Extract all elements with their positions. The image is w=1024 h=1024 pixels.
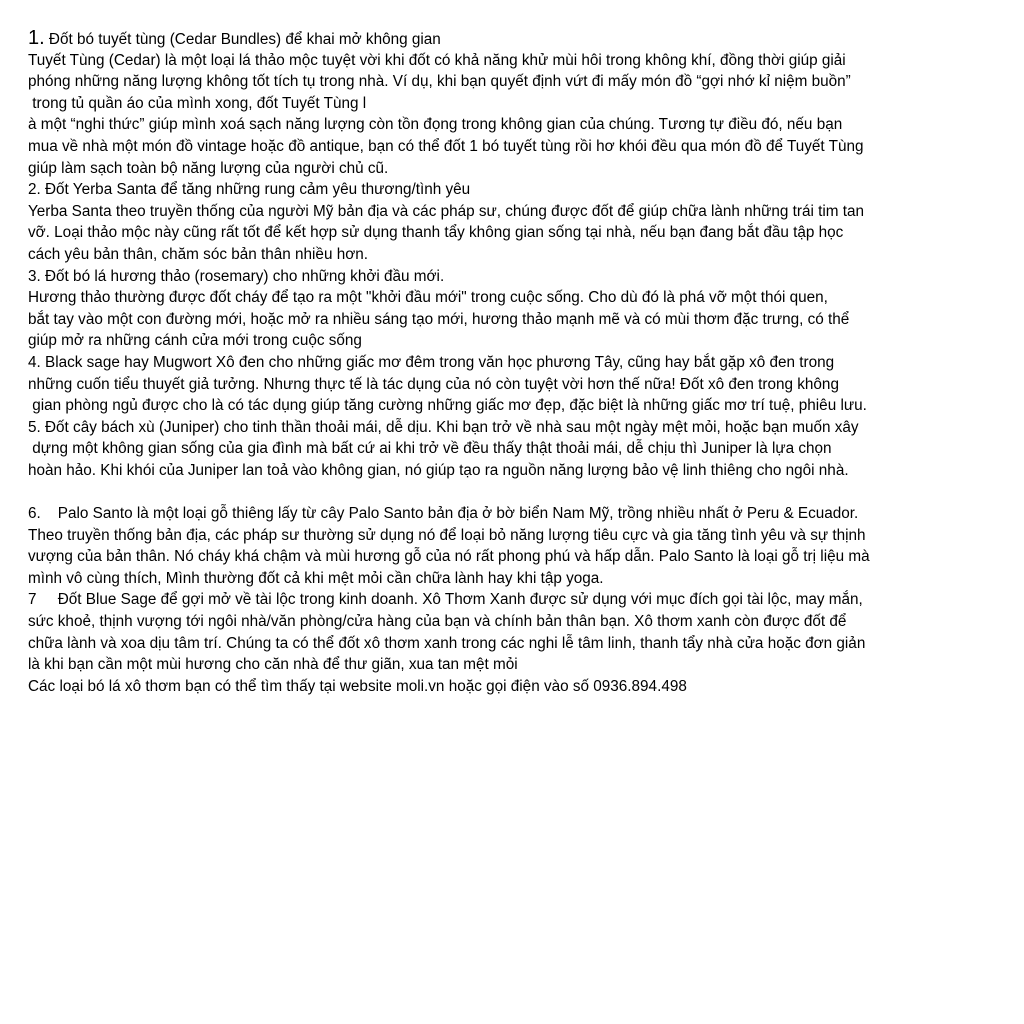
paragraph-line: là khi bạn cần một mùi hương cho căn nhà để thư giãn, xua tan mệt mỏi	[28, 656, 518, 674]
section-4-heading: 4. Black sage hay Mugwort Xô đen cho những giấc mơ đêm trong văn học phương Tây, cũng hay bắt gặp xô đen trong	[28, 353, 835, 371]
contact-line: Các loại bó lá xô thơm bạn có thể tìm thấy tại website moli.vn hoặc gọi điện vào số 0936.894.498	[28, 677, 687, 695]
section-7-heading: 7 Đốt Blue Sage để gợi mở về tài lộc trong kinh doanh. Xô Thơm Xanh được sử dụng với mục đích gọi tài lộc, may mắn,	[28, 591, 863, 609]
paragraph-line: gian phòng ngủ được cho là có tác dụng giúp tăng cường những giấc mơ đẹp, đặc biệt là những giấc mơ trí tuệ, phiêu lưu.	[28, 397, 867, 415]
section-5-heading: 5. Đốt cây bách xù (Juniper) cho tinh thần thoải mái, dễ dịu. Khi bạn trở về nhà sau một ngày mệt mỏi, hoặc bạn muốn xây	[28, 418, 859, 436]
paragraph-line: những cuốn tiểu thuyết giả tưởng. Nhưng thực tế là tác dụng của nó còn tuyệt vời hơn thế nữa! Đốt xô đen trong không	[28, 375, 839, 393]
blank-line	[28, 481, 1018, 503]
section-1-number: 1.	[28, 27, 45, 49]
paragraph-line: mình vô cùng thích, Mình thường đốt cả khi mệt mỏi cần chữa lành hay khi tập yoga.	[28, 569, 604, 587]
paragraph-line: vỡ. Loại thảo mộc này cũng rất tốt để kết hợp sử dụng thanh tẩy không gian sống tại nhà, nếu bạn đang bắt đầu tập học	[28, 224, 844, 242]
paragraph-line: phóng những năng lượng không tốt tích tụ trong nhà. Ví dụ, khi bạn quyết định vứt đi mấy món đồ “gợi nhớ kỉ niệm buồn”	[28, 73, 851, 91]
paragraph-line: giúp làm sạch toàn bộ năng lượng của người chủ cũ.	[28, 159, 389, 177]
section-6-heading: 6. Palo Santo là một loại gỗ thiêng lấy từ cây Palo Santo bản địa ở bờ biển Nam Mỹ, trồng nhiều nhất ở Peru & Ecuador.	[28, 505, 859, 523]
paragraph-line: dựng một không gian sống của gia đình mà bất cứ ai khi trở về đều thấy thật thoải mái, dễ chịu thì Juniper là lựa chọn	[28, 440, 832, 458]
paragraph-line: sức khoẻ, thịnh vượng tới ngôi nhà/văn phòng/cửa hàng của bạn và chính bản thân bạn. Xô thơm xanh còn được đốt để	[28, 613, 847, 631]
paragraph-line: Yerba Santa theo truyền thống của người Mỹ bản địa và các pháp sư, chúng được đốt để giúp chữa lành những trái tim tan	[28, 202, 865, 220]
paragraph-line: bắt tay vào một con đường mới, hoặc mở ra nhiều sáng tạo mới, hương thảo mạnh mẽ và có mùi thơm đặc trưng, có thể	[28, 310, 850, 328]
section-1-heading	[28, 28, 1018, 50]
paragraph-line: Tuyết Tùng (Cedar) là một loại lá thảo mộc tuyệt vời khi đốt có khả năng khử mùi hôi trong không khí, đồng thời giúp giải	[28, 51, 846, 69]
paragraph-line: Theo truyền thống bản địa, các pháp sư thường sử dụng nó để loại bỏ năng lượng tiêu cực và gia tăng tình yêu và sự thịnh	[28, 526, 866, 544]
section-1-title: Đốt bó tuyết tùng (Cedar Bundles) để khai mở không gian	[44, 31, 441, 48]
document-body	[28, 28, 1018, 697]
paragraph-line: vượng của bản thân. Nó cháy khá chậm và mùi hương gỗ của nó rất phong phú và hấp dẫn. Palo Santo là loại gỗ trị liệu mà	[28, 548, 870, 566]
paragraph-line: mua về nhà một món đồ vintage hoặc đồ antique, bạn có thể đốt 1 bó tuyết tùng rồi hơ khói đều qua món đồ để Tuyết Tùng	[28, 137, 864, 155]
paragraph-line: trong tủ quần áo của mình xong, đốt Tuyết Tùng l	[28, 94, 367, 112]
paragraph-line: à một “nghi thức” giúp mình xoá sạch năng lượng còn tồn đọng trong không gian của chúng. Tương tự điều đó, nếu bạn	[28, 116, 843, 134]
paragraph-line: chữa lành và xoa dịu tâm trí. Chúng ta có thể đốt xô thơm xanh trong các nghi lễ tâm linh, thanh tẩy nhà cửa hoặc đơn giản	[28, 634, 866, 652]
paragraph-line: giúp mở ra những cánh cửa mới trong cuộc sống	[28, 332, 362, 350]
section-2-heading: 2. Đốt Yerba Santa để tăng những rung cảm yêu thương/tình yêu	[28, 181, 471, 199]
paragraph-line: cách yêu bản thân, chăm sóc bản thân nhiều hơn.	[28, 245, 368, 263]
paragraph-line: hoàn hảo. Khi khói của Juniper lan toả vào không gian, nó giúp tạo ra nguồn năng lượng bảo vệ linh thiêng cho ngôi nhà.	[28, 461, 849, 479]
section-3-heading: 3. Đốt bó lá hương thảo (rosemary) cho những khởi đầu mới.	[28, 267, 445, 285]
paragraph-line: Hương thảo thường được đốt cháy để tạo ra một "khởi đầu mới" trong cuộc sống. Cho dù đó là phá vỡ một thói quen,	[28, 289, 828, 307]
